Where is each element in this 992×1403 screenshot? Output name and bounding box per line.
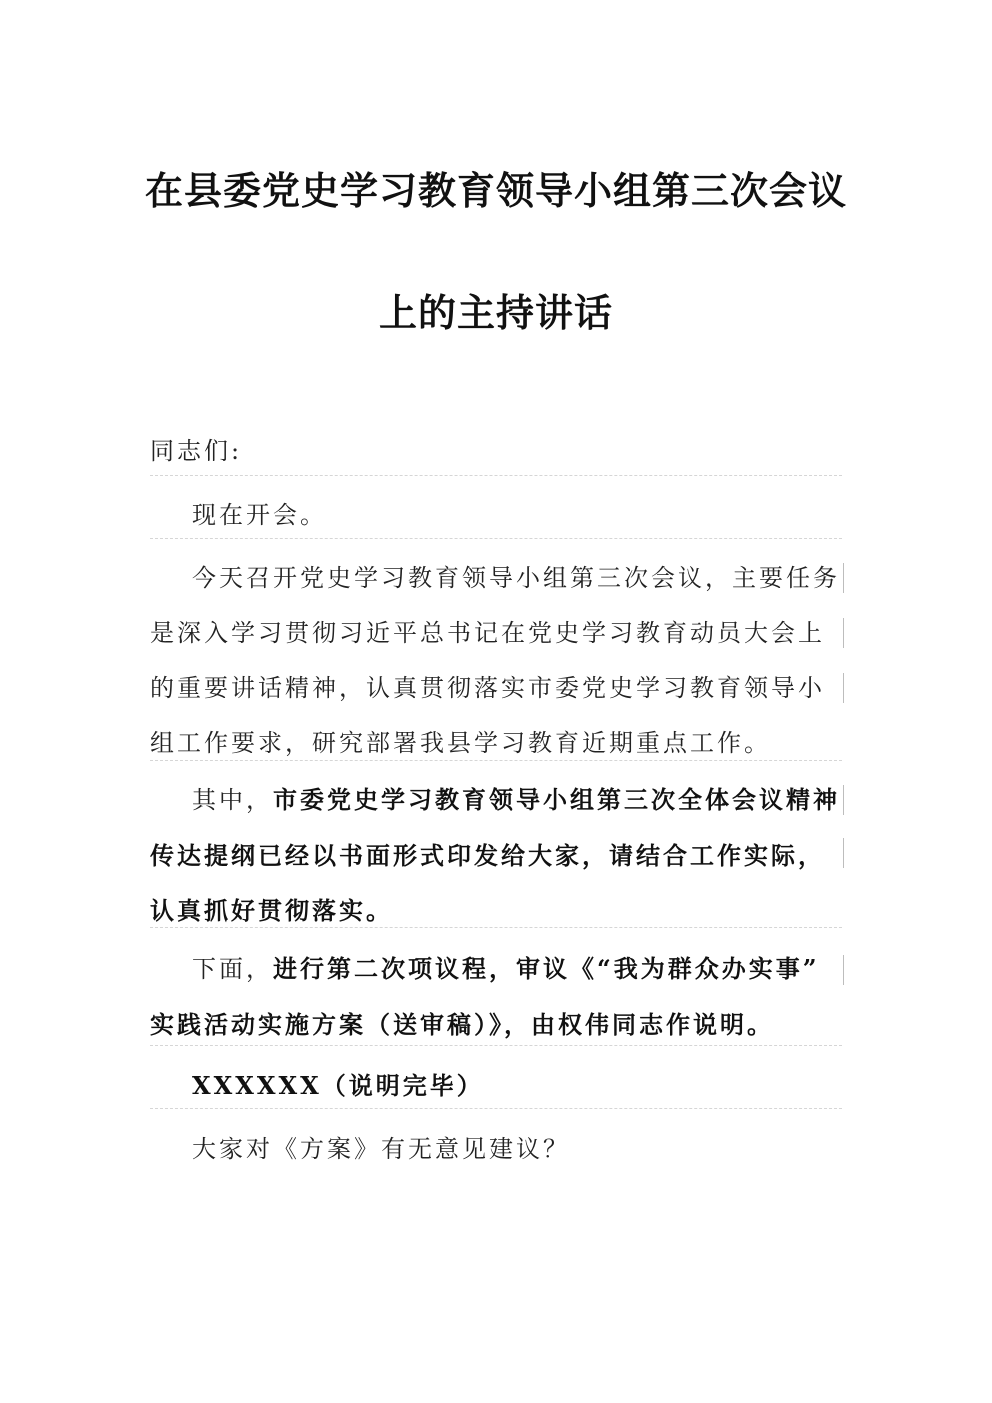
salutation: 同志们: [150, 437, 243, 465]
margin-marker [843, 563, 844, 593]
title-line-1: 在县委党史学习教育领导小组第三次会议 [144, 168, 847, 213]
paragraph-line: 今天召开党史学习教育领导小组第三次会议，主要任务 [192, 564, 840, 592]
paragraph-divider [150, 1108, 842, 1109]
paragraph-lead: 下面， [192, 955, 273, 983]
paragraph-line: 实践活动实施方案（送审稿）》，由权伟同志作说明。 [150, 1010, 774, 1039]
paragraph-divider [150, 1045, 842, 1046]
paragraph-line: 组工作要求，研究部署我县学习教育近期重点工作。 [150, 729, 771, 757]
title-line-2: 上的主持讲话 [378, 290, 613, 335]
paragraph-lead: 其中， [192, 786, 273, 814]
paragraph-bold-text: 市委党史学习教育领导小组第三次全体会议精神 [273, 785, 840, 814]
margin-marker [843, 838, 844, 868]
paragraph-review-plan [150, 941, 840, 1052]
margin-marker [843, 618, 844, 648]
paragraph-line: 的重要讲话精神，认真贯彻落实市委党史学习教育领导小 [150, 674, 825, 702]
paragraph-question: 大家对《方案》有无意见建议？ [192, 1135, 570, 1163]
paragraph-line: 是深入学习贯彻习近平总书记在党史学习教育动员大会上 [150, 619, 825, 647]
margin-marker [843, 955, 844, 985]
paragraph-divider [150, 760, 842, 761]
paragraph-bold-text: 进行第二次项议程，审议《“我为群众办实事” [273, 954, 820, 983]
paragraph-line [150, 772, 840, 828]
paragraph-divider [150, 538, 842, 539]
margin-marker [843, 785, 844, 815]
paragraph-open-meeting: 现在开会。 [192, 501, 327, 529]
paragraph-line: 传达提纲已经以书面形式印发给大家，请结合工作实际， [150, 841, 825, 870]
paragraph-divider [150, 475, 842, 476]
paragraph-line: 认真抓好贯彻落实。 [150, 896, 393, 925]
paragraph-agenda [150, 551, 840, 771]
margin-marker [843, 673, 844, 703]
paragraph-explanation-done: XXXXXX（说明完毕） [192, 1071, 484, 1100]
paragraph-meeting-spirit [150, 772, 840, 938]
paragraph-divider [150, 927, 842, 928]
paragraph-line [150, 941, 840, 997]
